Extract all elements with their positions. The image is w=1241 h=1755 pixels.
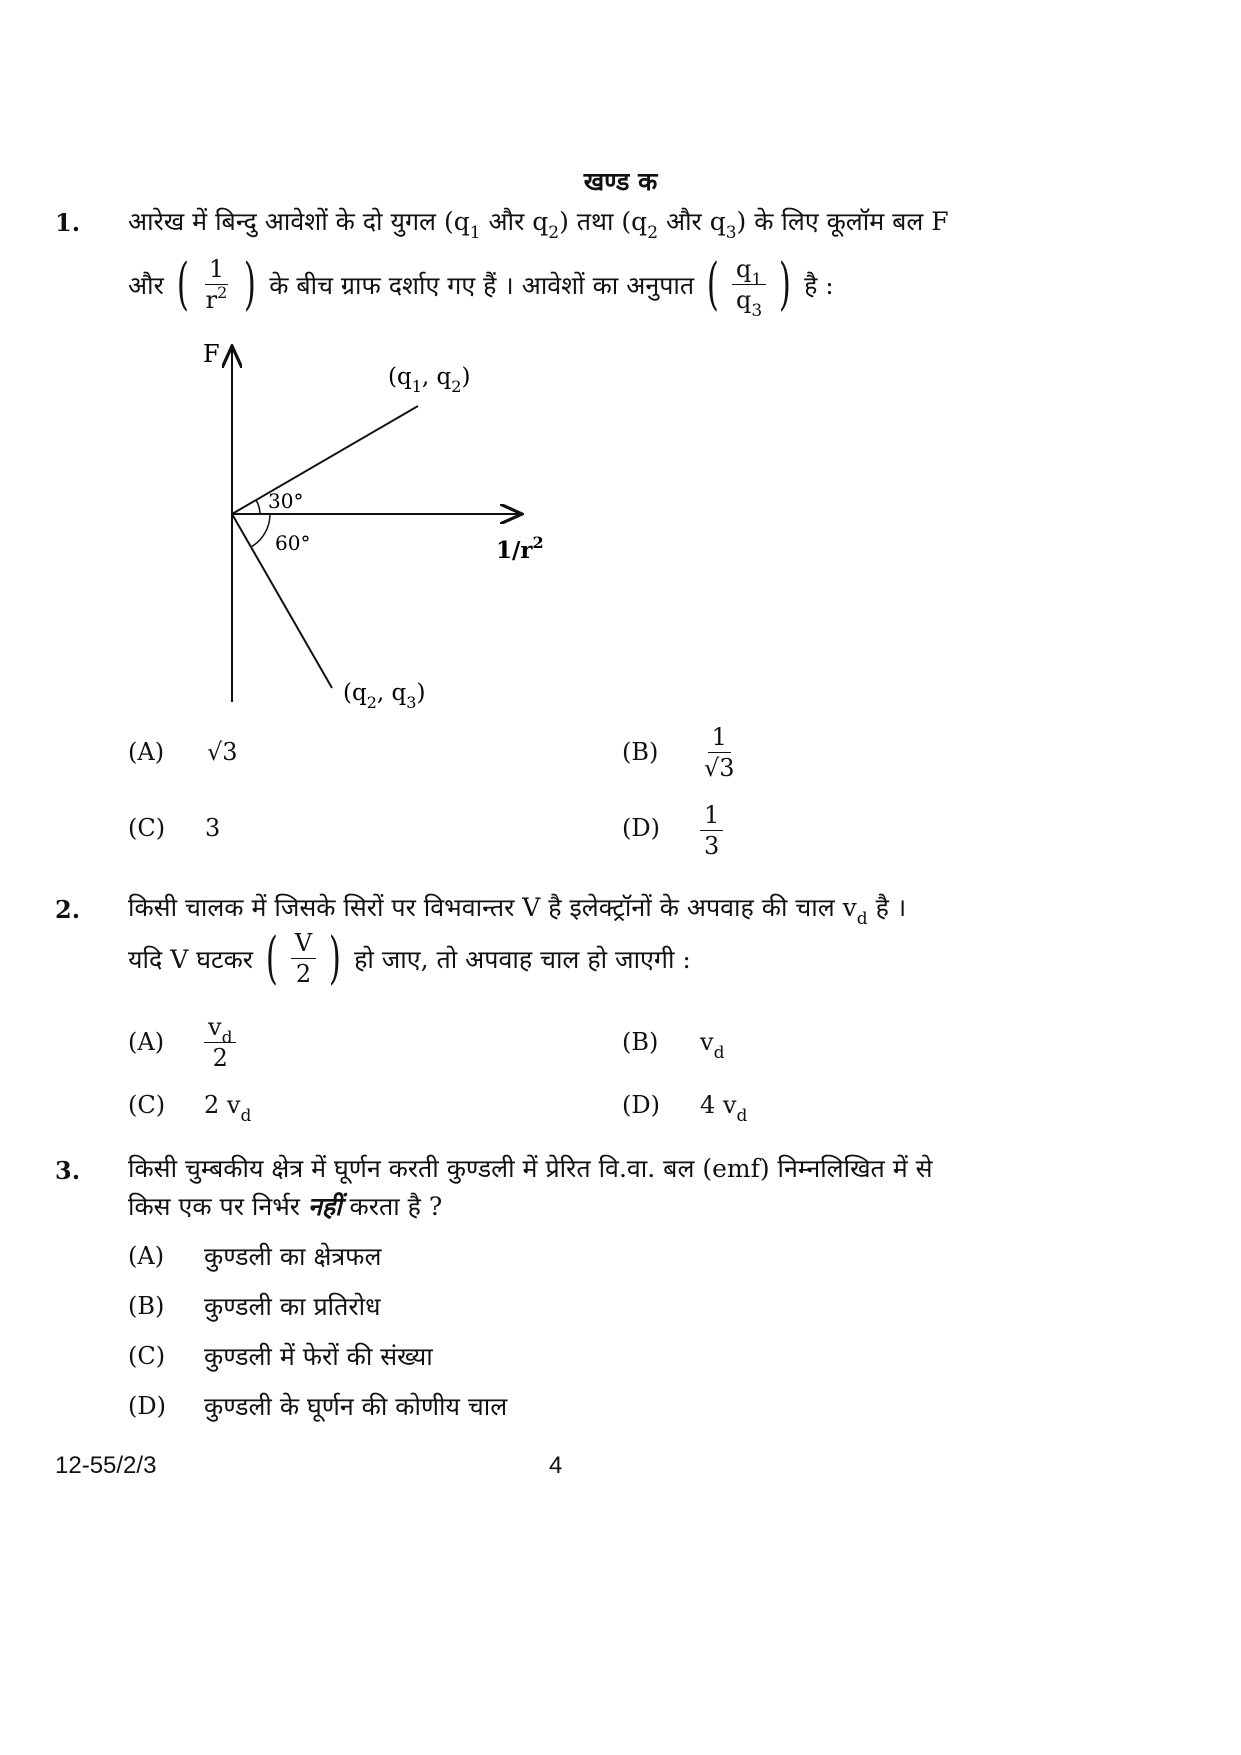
q1-sub: 2 xyxy=(548,223,560,243)
fraction-q1-over-q3: $\frac{q_1}{q_3}$ xyxy=(732,254,766,315)
q1-text: के बीच ग्राफ दर्शाए गए हैं । आवेशों का अनुपात xyxy=(269,270,695,300)
q1-option-a-value: √3 xyxy=(207,738,238,766)
question-3-line-1: किसी चुम्बकीय क्षेत्र में घूर्णन करती कुण्डली में प्रेरित वि.वा. बल (emf) निम्नलिखित में से xyxy=(128,1154,933,1183)
question-1-line-2: और ( $\frac{1}{r^2}$ ) के बीच ग्राफ दर्शाए गए हैं । आवेशों का अनुपात ( $\frac{q_1}{q_3}$ ) है : xyxy=(128,251,834,321)
q1-sub: 1 xyxy=(469,223,481,243)
q3-option-b-label: (B) xyxy=(128,1292,165,1320)
q1-text: और q xyxy=(480,207,549,236)
q2-option-c-value: 2 $v_d$ xyxy=(204,1091,252,1126)
q1-text: और xyxy=(128,270,164,300)
page-number: 4 xyxy=(549,1452,563,1479)
q1-option-c-value: 3 xyxy=(205,814,221,842)
q1-sub: 2 xyxy=(647,223,659,243)
x-axis-label: $1/r^2$ xyxy=(496,533,544,564)
angle-arc-60 xyxy=(251,514,270,547)
q3-option-d-label: (D) xyxy=(128,1392,166,1420)
q3-option-a-label: (A) xyxy=(128,1242,165,1270)
q2-text: हो जाए, तो अपवाह चाल हो जाएगी : xyxy=(354,944,691,974)
y-axis-label: F xyxy=(203,340,220,368)
question-3-line-2: किस एक पर निर्भर नहीं करता है ? xyxy=(128,1192,443,1221)
angle-arc-30 xyxy=(256,500,260,514)
question-2-number: 2. xyxy=(55,895,81,924)
q2-sub: d xyxy=(856,909,868,929)
question-2-line-1 xyxy=(128,890,907,929)
q1-option-a-label: (A) xyxy=(128,738,165,766)
question-1-number: 1. xyxy=(55,208,81,237)
q1-text: आरेख में बिन्दु आवेशों के दो युगल (q xyxy=(128,207,470,236)
q1-text: ) के लिए कूलॉम बल F xyxy=(736,207,949,236)
angle-label-60: 60° xyxy=(275,531,311,555)
q2-text: किसी चालक में जिसके सिरों पर विभवान्तर V है इलेक्ट्रॉनों के अपवाह की चाल v xyxy=(128,893,857,922)
q2-option-b-value: $v_d$ xyxy=(700,1028,725,1063)
angle-label-30: 30° xyxy=(268,489,304,513)
q1-option-b-label: (B) xyxy=(622,738,659,766)
q2-text: है । xyxy=(867,893,907,922)
q2-option-a-value: $\frac{v_d}{2}$ xyxy=(204,1012,236,1073)
q2-option-d-label: (D) xyxy=(622,1091,660,1119)
line-label-q1-q2: ($q_1$, $q_2$) xyxy=(388,364,471,396)
line-label-q2-q3: ($q_2$, $q_3$) xyxy=(343,680,426,712)
line-q1-q2 xyxy=(232,406,418,514)
q1-option-b-value: $\frac{1}{√3}$ xyxy=(704,723,735,782)
q2-text: यदि V घटकर xyxy=(128,944,253,974)
q3-option-a-text: कुण्डली का क्षेत्रफल xyxy=(204,1242,382,1271)
q2-option-d-value: 4 $v_d$ xyxy=(700,1091,748,1126)
q1-text: और q xyxy=(658,207,726,236)
q1-text: है : xyxy=(804,270,834,300)
q1-option-c-label: (C) xyxy=(128,814,166,842)
q1-option-d-value: $\frac{1}{3}$ xyxy=(700,800,723,861)
emphasis-nahin: नहीं xyxy=(307,1192,342,1221)
q2-option-b-label: (B) xyxy=(622,1028,659,1056)
q3-option-b-text: कुण्डली का प्रतिरोध xyxy=(204,1292,381,1321)
q3-option-c-label: (C) xyxy=(128,1342,166,1370)
q2-option-c-label: (C) xyxy=(128,1091,166,1119)
q3-option-c-text: कुण्डली में फेरों की संख्या xyxy=(204,1342,433,1371)
paper-code: 12-55/2/3 xyxy=(55,1452,157,1479)
q1-sub: 3 xyxy=(725,223,737,243)
q1-option-d-label: (D) xyxy=(622,814,660,842)
fraction-1-over-r2: $\frac{1}{r^2}$ xyxy=(205,255,228,314)
q3-option-d-text: कुण्डली के घूर्णन की कोणीय चाल xyxy=(204,1392,508,1421)
fraction-v-over-2: $\frac{V}{2}$ xyxy=(291,928,316,989)
section-title: खण्ड क xyxy=(583,167,658,196)
question-3-number: 3. xyxy=(55,1156,81,1185)
question-2-line-2: यदि V घटकर ( $\frac{V}{2}$ ) हो जाए, तो अपवाह चाल हो जाएगी : xyxy=(128,925,691,991)
q1-text: ) तथा (q xyxy=(559,207,648,236)
q2-option-a-label: (A) xyxy=(128,1028,165,1056)
